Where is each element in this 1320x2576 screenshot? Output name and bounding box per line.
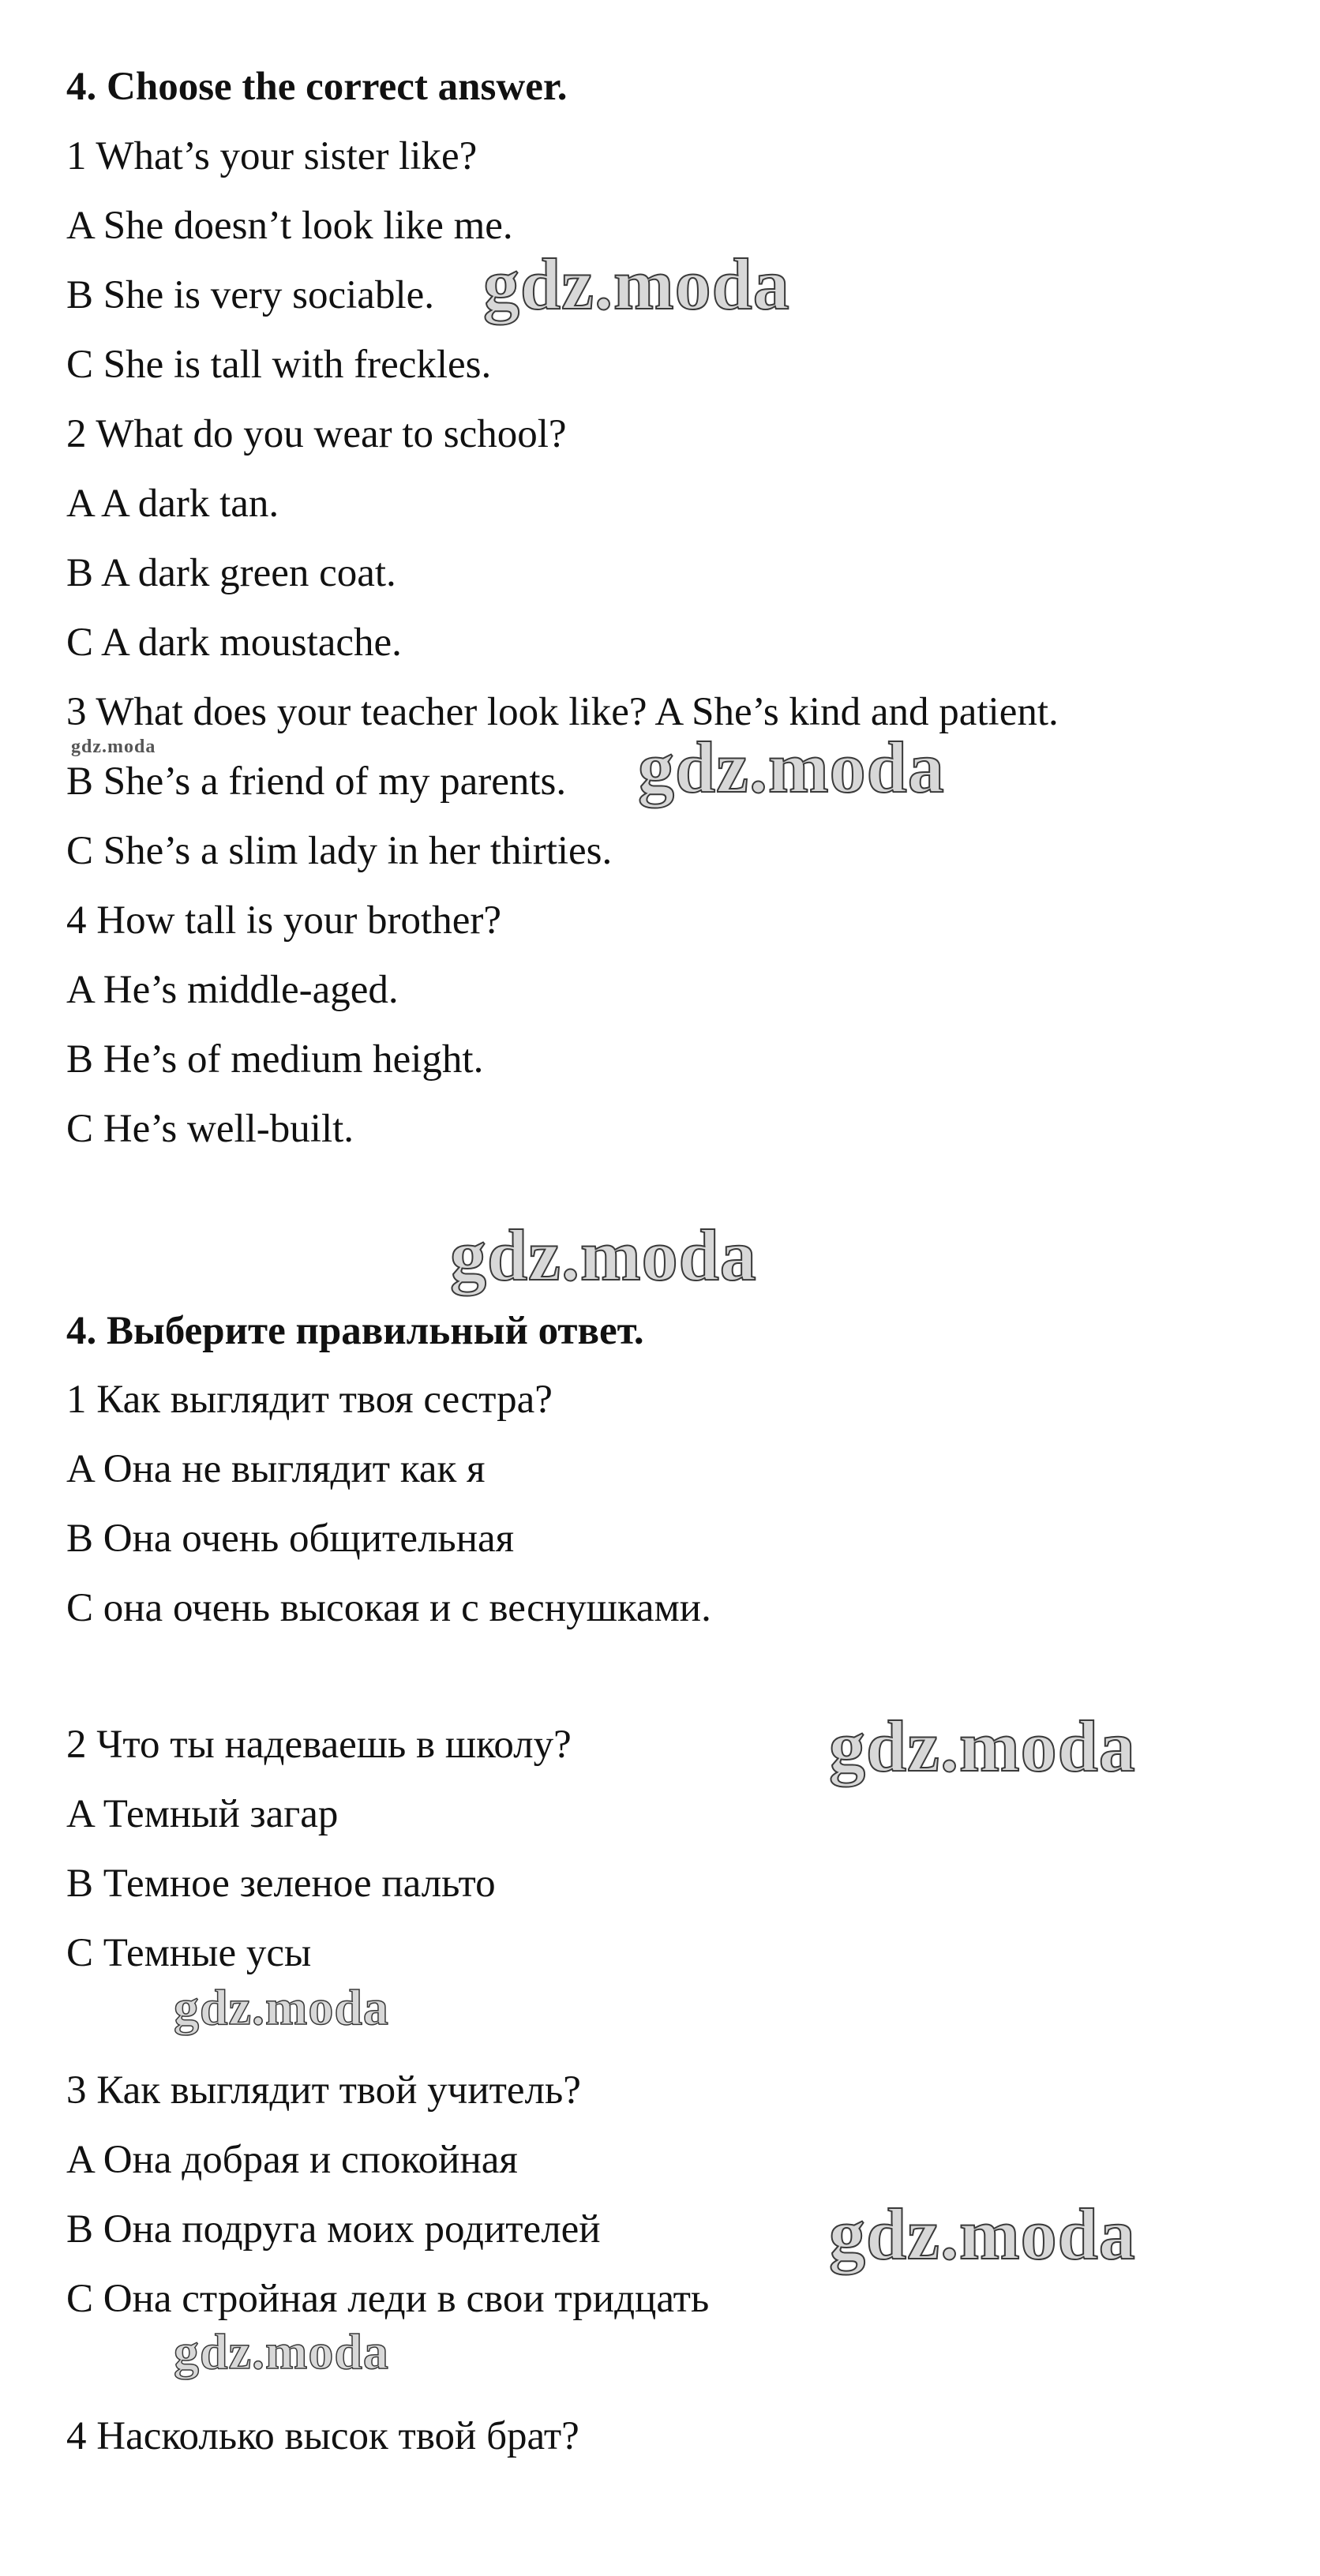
answer-2b-en: B A dark green coat. <box>66 551 396 595</box>
answer-3c-en: C She’s a slim lady in her thirties. <box>66 829 613 873</box>
question-4-en: 4 How tall is your brother? <box>66 898 501 943</box>
question-4-ru: 4 Насколько высок твой брат? <box>66 2414 579 2458</box>
answer-3a-ru: A Она добрая и спокойная <box>66 2138 518 2182</box>
watermark: gdz.moda <box>829 1706 1136 1787</box>
watermark: gdz.moda <box>483 244 790 324</box>
english-heading: 4. Choose the correct answer. <box>66 65 568 109</box>
answer-2c-en: C A dark moustache. <box>66 621 402 665</box>
answer-3b-ru: B Она подруга моих родителей <box>66 2207 601 2252</box>
answer-3c-ru: C Она стройная леди в свои тридцать <box>66 2277 710 2321</box>
watermark-small: gdz.moda <box>71 737 156 757</box>
answer-1c-ru: C она очень высокая и с веснушками. <box>66 1586 711 1630</box>
question-2-en: 2 What do you wear to school? <box>66 412 567 456</box>
answer-1a-ru: A Она не выглядит как я <box>66 1447 486 1491</box>
answer-2a-en: A A dark tan. <box>66 482 279 526</box>
question-3-ru: 3 Как выглядит твой учитель? <box>66 2068 581 2113</box>
question-2-ru: 2 Что ты надеваешь в школу? <box>66 1723 572 1767</box>
answer-2b-ru: B Темное зеленое пальто <box>66 1862 496 1906</box>
answer-1b-en: B She is very sociable. <box>66 273 434 317</box>
answer-4b-en: B He’s of medium height. <box>66 1037 484 1082</box>
question-1-en: 1 What’s your sister like? <box>66 134 478 178</box>
answer-4a-en: A He’s middle-aged. <box>66 968 399 1012</box>
russian-heading: 4. Выберите правильный ответ. <box>66 1309 644 1353</box>
watermark: gdz.moda <box>174 2323 389 2379</box>
answer-2a-ru: A Темный загар <box>66 1792 339 1836</box>
question-1-ru: 1 Как выглядит твоя сестра? <box>66 1378 553 1422</box>
answer-1a-en: A She doesn’t look like me. <box>66 204 513 248</box>
watermark: gdz.moda <box>174 1979 389 2035</box>
watermark: gdz.moda <box>638 727 945 808</box>
answer-1b-ru: B Она очень общительная <box>66 1517 515 1561</box>
answer-4c-en: C He’s well-built. <box>66 1107 354 1151</box>
answer-1c-en: C She is tall with freckles. <box>66 343 492 387</box>
answer-2c-ru: C Темные усы <box>66 1931 312 1975</box>
answer-3b-en: B She’s a friend of my parents. <box>66 759 567 804</box>
question-3-en: 3 What does your teacher look like? A She’s kind and patient. <box>66 690 1059 734</box>
watermark: gdz.moda <box>829 2194 1136 2274</box>
watermark: gdz.moda <box>450 1215 757 1295</box>
